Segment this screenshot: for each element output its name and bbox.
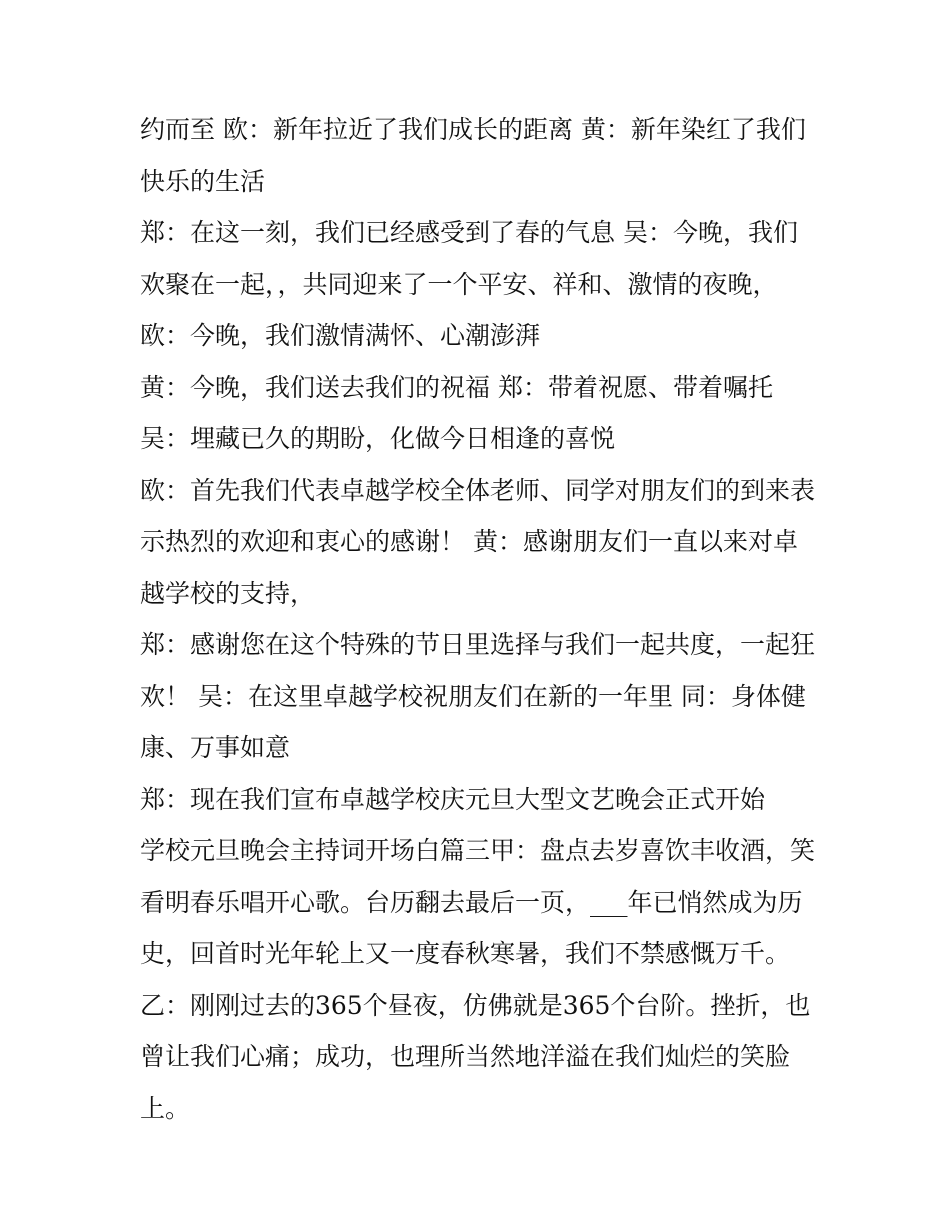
text-line: 欢聚在一起，，共同迎来了一个平安、祥和、激情的夜晚，	[140, 269, 778, 299]
text-line: 上。	[140, 1093, 191, 1123]
text-line: 郑：感谢您在这个特殊的节日里选择与我们一起共度，一起狂	[140, 630, 816, 659]
text-line: 欢！ 吴：在这里卓越学校祝朋友们在新的一年里 同：身体健	[140, 681, 806, 711]
text-line: 黄：今晚，我们送去我们的祝福 郑：带着祝愿、带着嘱托	[140, 372, 773, 402]
text-line: 郑：在这一刻，我们已经感受到了春的气息 吴：今晚，我们	[140, 218, 798, 247]
text-line: 欧：今晚，我们激情满怀、心潮澎湃	[140, 321, 541, 350]
text-line: 康、万事如意	[140, 733, 291, 762]
text-line: 乙：刚刚过去的365个昼夜，仿佛就是365个台阶。挫折，也	[140, 990, 811, 1020]
text-line: 欧：首先我们代表卓越学校全体老师、同学对朋友们的到来表	[140, 475, 816, 505]
text-line: 约而至 欧：新年拉近了我们成长的距离 黄：新年染红了我们	[140, 115, 806, 144]
text-line: 吴：埋藏已久的期盼，化做今日相逢的喜悦	[140, 424, 616, 453]
text-line: 示热烈的欢迎和衷心的感谢！ 黄：感谢朋友们一直以来对卓	[140, 527, 798, 556]
text-line: 郑：现在我们宣布卓越学校庆元旦大型文艺晚会正式开始	[140, 784, 766, 814]
text-line: 学校元旦晚会主持词开场白篇三甲：盘点去岁喜饮丰收酒，笑	[140, 836, 816, 865]
text-line: 看明春乐唱开心歌。台历翻去最后一页，___年已悄然成为历	[140, 887, 803, 917]
text-line: 曾让我们心痛；成功，也理所当然地洋溢在我们灿烂的笑脸	[140, 1042, 791, 1071]
text-line: 越学校的支持，	[140, 578, 316, 608]
document-body	[140, 104, 830, 1134]
text-line: 史，回首时光年轮上又一度春秋寒暑，我们不禁感慨万千。	[140, 939, 791, 968]
text-line: 快乐的生活	[140, 166, 266, 196]
